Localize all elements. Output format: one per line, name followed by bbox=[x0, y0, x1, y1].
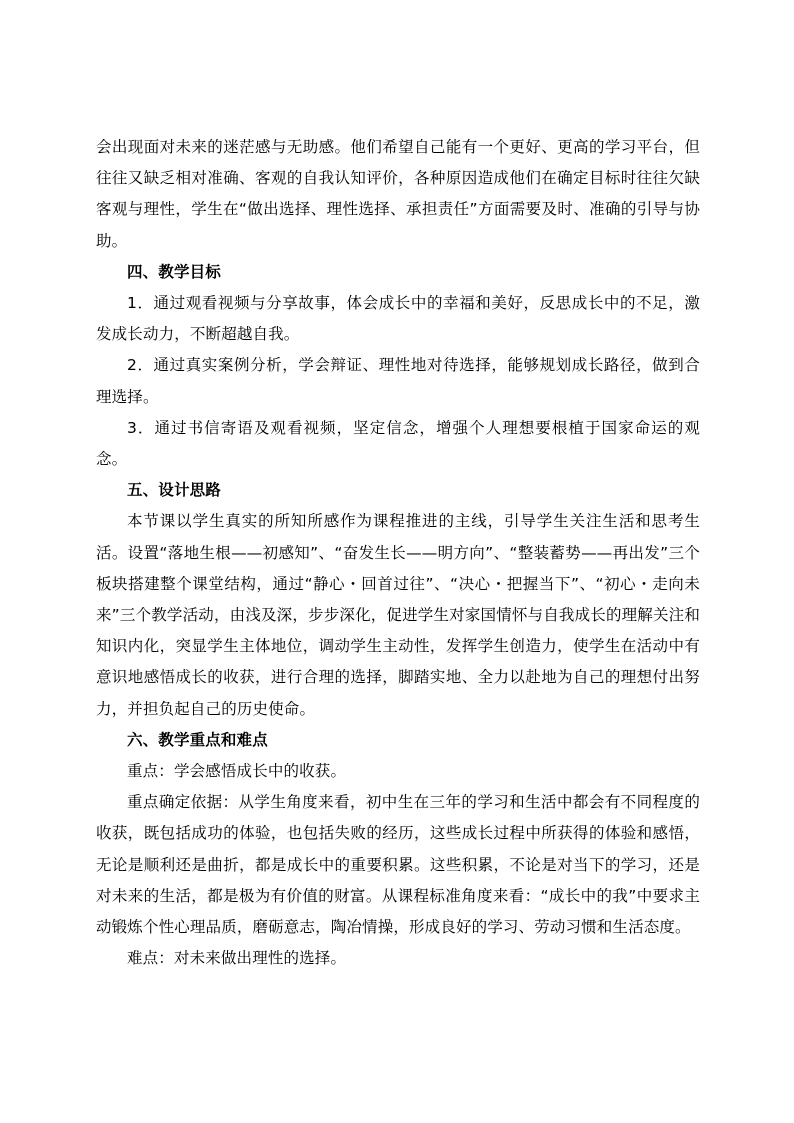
goal-item-2: 2．通过真实案例分析，学会辩证、理性地对待选择，能够规划成长路径，做到合理选择。 bbox=[96, 356, 700, 406]
goal-item-3: 3．通过书信寄语及观看视频，坚定信念，增强个人理想要根植于国家命运的观念。 bbox=[96, 418, 700, 469]
section-heading-key-points: 六、教学重点和难点 bbox=[127, 730, 268, 749]
section-heading-teaching-goals: 四、教学目标 bbox=[127, 262, 221, 281]
paragraph-difficulty: 难点：对未来做出理性的选择。 bbox=[127, 949, 347, 968]
document-body bbox=[96, 132, 700, 974]
section-heading-design-ideas: 五、设计思路 bbox=[127, 481, 221, 500]
paragraph-key-point-basis: 重点确定依据：从学生角度来看，初中生在三年的学习和生活中都会有不同程度的收获，既包括成功的体验，也包括失败的经历，这些成长过程中所获得的体验和感悟，无论是顺利还是曲折，都是成长中的重要积累。这些积累，不论是对当下的学习，还是对未来的生活，都是极为有价值的财富。从课程标准角度来看：“成长中的我”中要求主动锻炼个性心理品质，磨砺意志，陶冶情操，形成良好的学习、劳动习惯和生活态度。 bbox=[96, 793, 700, 937]
paragraph-key-point: 重点：学会感悟成长中的收获。 bbox=[127, 762, 347, 781]
paragraph-design-ideas: 本节课以学生真实的所知所感作为课程推进的主线，引导学生关注生活和思考生活。设置“落地生根——初感知”、“奋发生长——明方向”、“整装蓄势——再出发”三个板块搭建整个课堂结构，通过“静心・回首过往”、“决心・把握当下”、“初心・走向未来”三个教学活动，由浅及深，步步深化，促进学生对家国情怀与自我成长的理解关注和知识内化，突显学生主体地位，调动学生主动性，发挥学生创造力，使学生在活动中有意识地感悟成长的收获，进行合理的选择，脚踏实地、全力以赴地为自己的理想付出努力，并担负起自己的历史使命。 bbox=[96, 512, 700, 718]
goal-item-1: 1．通过观看视频与分享故事，体会成长中的幸福和美好，反思成长中的不足，激发成长动力，不断超越自我。 bbox=[96, 294, 700, 344]
paragraph-intro: 会出现面对未来的迷茫感与无助感。他们希望自己能有一个更好、更高的学习平台，但往往又缺乏相对准确、客观的自我认知评价，各种原因造成他们在确定目标时往往欠缺客观与理性，学生在“做出选择、理性选择、承担责任”方面需要及时、准确的引导与协助。 bbox=[96, 138, 700, 250]
